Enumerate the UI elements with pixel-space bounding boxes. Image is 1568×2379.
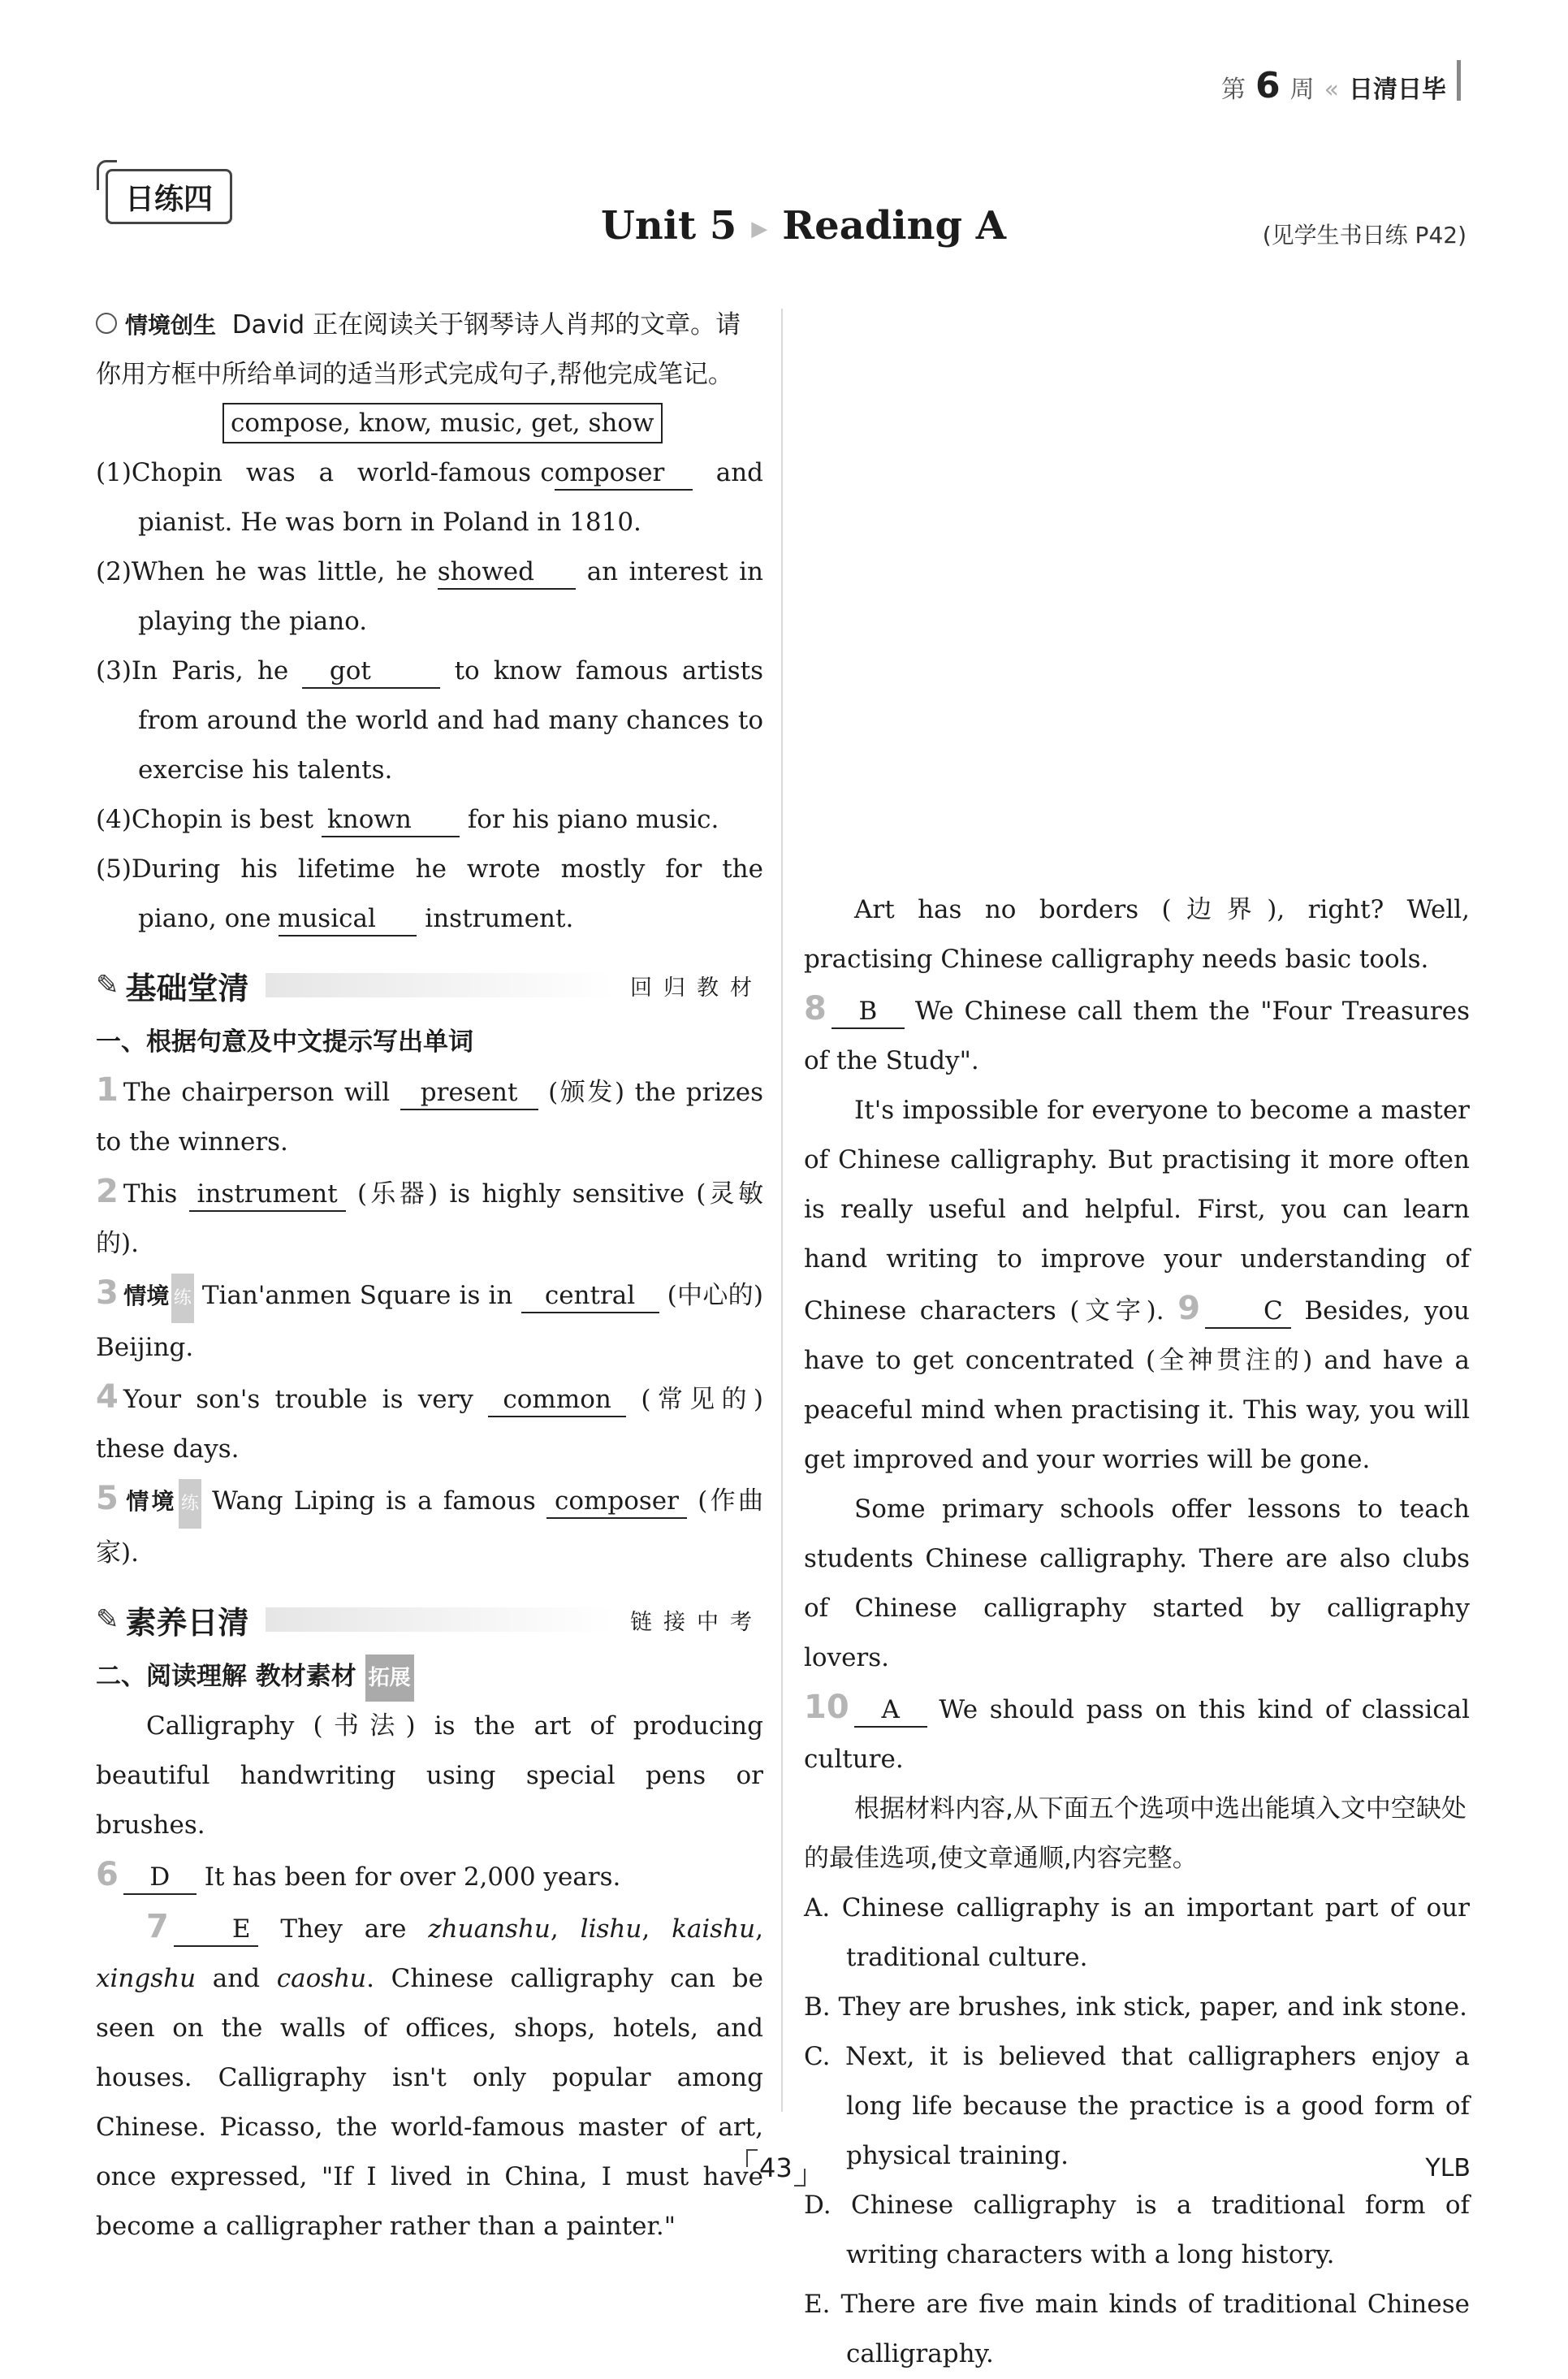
item-text: Your son's trouble is very xyxy=(123,1385,473,1414)
question-number: 9 xyxy=(1177,1290,1201,1327)
passage-blank-6 xyxy=(96,1850,763,1902)
script-name: caoshu xyxy=(276,1964,367,1993)
answer-blank[interactable]: C xyxy=(1205,1295,1291,1329)
scenario-tag: 情境 xyxy=(123,1282,170,1309)
passage-paragraph-1: Calligraphy (书法) is the art of producing beautiful handwriting using special pens or brushes. xyxy=(96,1711,763,1840)
item-text: and pianist. He was born in Poland in 1810. xyxy=(138,458,764,537)
note-item xyxy=(96,547,763,647)
question-number: 4 xyxy=(96,1378,119,1416)
section-head-basic xyxy=(96,958,763,1012)
item-number: (2) xyxy=(96,557,132,586)
series-name: 日清日毕 xyxy=(1349,76,1446,104)
option-item xyxy=(804,1983,1470,2032)
question-number: 10 xyxy=(804,1689,849,1726)
item-text: The chairperson will xyxy=(123,1078,391,1107)
scenario-items xyxy=(96,448,763,944)
option-text: There are five main kinds of traditional Chinese calligraphy. xyxy=(840,2290,1470,2368)
script-name: lishu xyxy=(580,1914,642,1944)
option-text: Chinese calligraphy is a traditional form of writing characters with a long history. xyxy=(846,2191,1470,2269)
option-key: E. xyxy=(804,2290,831,2319)
note-item xyxy=(96,647,763,795)
vocab-item xyxy=(96,1167,763,1269)
right-column-flow xyxy=(804,885,1470,2379)
passage-paragraph-4 xyxy=(804,1086,1470,1485)
passage-paragraph-3: Art has no borders (边界), right? Well, practising Chinese calligraphy needs basic tools. xyxy=(804,895,1470,974)
script-name: xingshu xyxy=(96,1964,197,1993)
option-text: They are brushes, ink stick, paper, and ink stone. xyxy=(838,1992,1467,2022)
option-key: C. xyxy=(804,2042,831,2071)
title-lesson: Reading A xyxy=(782,203,1007,249)
script-name: kaishu xyxy=(672,1914,756,1944)
answer-blank[interactable]: showed xyxy=(438,556,576,590)
answer-blank[interactable]: B xyxy=(832,995,905,1029)
passage-blank-7: 7 E They are zhuanshu, lishu, kaishu, xingshu and caoshu. Chinese calligraphy can be seen on the walls of offices, shops, hotels, and houses. Calligraphy isn't only popular among Chinese. Picasso, the world-famous master of art, once expressed, "If I lived in China, I must have become a calligrapher rather than a painter." xyxy=(96,1908,763,2241)
script-name: zhuanshu xyxy=(428,1914,551,1944)
passage-sentence: We Chinese call them the "Four Treasures of the Study". xyxy=(804,997,1470,1075)
week-prefix: 第 xyxy=(1221,76,1246,104)
header-bar xyxy=(1457,60,1461,101)
title-unit: Unit 5 xyxy=(601,203,737,249)
answer-blank[interactable]: known xyxy=(322,803,460,837)
pen-icon: ✎ xyxy=(96,969,119,1001)
answer-blank[interactable]: composer xyxy=(546,1485,687,1519)
answer-blank[interactable]: central xyxy=(521,1279,659,1313)
section2-subtitle xyxy=(96,1653,763,1702)
scenario-tag: 情境 xyxy=(123,1488,177,1515)
reference-note: (见学生书日练 P42) xyxy=(1262,222,1466,249)
answer-blank[interactable]: instrument xyxy=(189,1178,346,1212)
section-fade xyxy=(266,1607,614,1632)
option-text: Chinese calligraphy is an important part of our traditional culture. xyxy=(841,1893,1471,1972)
passage-sentence: We should pass on this kind of classical culture. xyxy=(804,1695,1470,1774)
passage-sentence: They are xyxy=(280,1914,407,1944)
item-text: to know famous artists from around the world and had many chances to exercise his talents. xyxy=(138,656,763,785)
note-item xyxy=(96,845,763,944)
vocab-item xyxy=(96,1373,763,1474)
textbook-material-tag: 教材素材 xyxy=(255,1662,356,1691)
vocab-items xyxy=(96,1066,763,1578)
item-text: instrument. xyxy=(425,904,574,933)
note-item xyxy=(96,448,763,547)
item-text: (乐器) is highly sensitive (灵敏的). xyxy=(96,1179,764,1258)
option-list xyxy=(804,1884,1470,2379)
item-text: In Paris, he xyxy=(131,656,289,686)
question-number: 5 xyxy=(96,1480,119,1517)
page-number: 43 xyxy=(759,2152,793,2183)
option-item xyxy=(804,1884,1470,1983)
section-title-literacy: 素养日清 xyxy=(125,1604,249,1641)
passage-blank-8 xyxy=(804,984,1470,1086)
week-tag xyxy=(1221,65,1446,106)
passage-sentence: Chinese calligraphy can be seen on the walls of offices, shops, hotels, and houses. Calligraphy isn't only popular among Chinese. Picasso, the world-famous master of art, once expressed, "If I lived in China, I must have become a calligrapher rather than a painter." xyxy=(96,1964,763,2241)
item-number: (3) xyxy=(96,656,132,686)
word-box: compose, know, music, get, show xyxy=(222,403,663,443)
answer-blank[interactable]: got xyxy=(302,655,440,689)
option-text: Next, it is believed that calligraphers enjoy a long life because the practice is a good form of physical training. xyxy=(845,2042,1470,2170)
practice-mark: 练 xyxy=(171,1274,194,1323)
pen-icon: ✎ xyxy=(96,1603,119,1636)
scenario-intro xyxy=(96,301,763,400)
item-number: (5) xyxy=(96,854,132,884)
section-title-basic: 基础堂清 xyxy=(125,970,249,1006)
scenario-label: 情境创生 xyxy=(125,312,217,339)
section-fade xyxy=(266,973,614,997)
answer-blank[interactable]: D xyxy=(123,1861,197,1895)
item-text: Tian'anmen Square is in xyxy=(201,1281,513,1310)
item-text: an interest in playing the piano. xyxy=(138,557,763,636)
scenario-text: David 正在阅读关于钢琴诗人肖邦的文章。请你用方框中所给单词的适当形式完成句子,帮他完成笔记。 xyxy=(96,310,741,389)
item-text: During his lifetime he wrote mostly for the piano, one xyxy=(131,854,763,933)
page-title xyxy=(601,203,1006,249)
item-number: (4) xyxy=(96,805,132,834)
vocab-item xyxy=(96,1066,763,1167)
answer-blank[interactable]: musical xyxy=(279,902,417,936)
item-text: When he was little, he xyxy=(131,557,427,586)
daily-practice-badge: 日练四 xyxy=(106,169,232,224)
week-number: 6 xyxy=(1255,65,1281,106)
option-item xyxy=(804,2280,1470,2379)
answer-blank[interactable]: A xyxy=(854,1693,927,1728)
item-text: for his piano music. xyxy=(467,805,719,834)
passage-sentence: Besides, you have to get concentrated (全神贯注的) and have a peaceful mind when practising it. This way, you will get improved and your worries will be gone. xyxy=(804,1296,1470,1474)
item-text: This xyxy=(123,1179,178,1209)
reading-subtitle: 二、阅读理解 xyxy=(96,1662,247,1691)
section-side-basic: 回归教材 xyxy=(630,975,763,1001)
option-item xyxy=(804,2181,1470,2280)
chevron-icon: « xyxy=(1324,76,1339,104)
question-number: 2 xyxy=(96,1173,119,1210)
item-text: Wang Liping is a famous xyxy=(212,1486,536,1516)
item-text: (作曲家). xyxy=(96,1486,763,1568)
week-suffix: 周 xyxy=(1289,76,1315,104)
left-column xyxy=(96,301,763,2251)
passage-word: and xyxy=(212,1964,261,1993)
item-text: (常见的) these days. xyxy=(96,1385,763,1464)
question-number: 3 xyxy=(96,1274,119,1312)
passage-sentence: It has been for over 2,000 years. xyxy=(204,1862,621,1892)
option-item xyxy=(804,2032,1470,2181)
item-number: (1) xyxy=(96,458,132,487)
column-divider xyxy=(781,309,783,2112)
item-text: Chopin was a world-famous xyxy=(131,458,532,487)
item-text: (颁发) the prizes to the winners. xyxy=(96,1078,763,1157)
vocab-item xyxy=(96,1269,763,1373)
question-number: 8 xyxy=(804,990,827,1027)
section1-subtitle: 一、根据句意及中文提示写出单词 xyxy=(96,1027,473,1057)
question-number: 7 xyxy=(146,1908,169,1945)
answer-blank[interactable]: present xyxy=(400,1076,538,1110)
option-key: A. xyxy=(804,1893,831,1923)
reading-instruction: 根据材料内容,从下面五个选项中选出能填入文中空缺处的最佳选项,使文章通顺,内容完整。 xyxy=(804,1794,1466,1873)
passage-sentence: It's impossible for everyone to become a master of Chinese calligraphy. But practising it more often is really useful and helpful. First, you can learn hand writing to improve your understanding of Chinese characters (文字). xyxy=(804,1096,1470,1326)
option-key: D. xyxy=(804,2191,832,2220)
passage-blank-10 xyxy=(804,1683,1470,1784)
answer-blank[interactable]: E xyxy=(174,1913,259,1947)
practice-mark: 练 xyxy=(179,1479,201,1529)
extension-tag: 拓展 xyxy=(365,1654,414,1702)
vocab-item xyxy=(96,1474,763,1578)
book-code: YLB xyxy=(1425,2154,1471,2182)
question-number: 6 xyxy=(96,1856,119,1893)
answer-blank[interactable]: common xyxy=(488,1383,626,1417)
option-key: B. xyxy=(804,1992,831,2022)
play-arrow-icon: ▶ xyxy=(751,216,768,241)
answer-blank[interactable]: composer xyxy=(555,456,693,491)
section-side-literacy: 链接中考 xyxy=(630,1609,763,1635)
section-head-literacy xyxy=(96,1593,763,1646)
item-text: (中心的) Beijing. xyxy=(96,1281,763,1362)
note-item xyxy=(96,795,763,845)
passage-paragraph-5: Some primary schools offer lessons to teach students Chinese calligraphy. There are also clubs of Chinese calligraphy started by calligraphy lovers. xyxy=(804,1494,1470,1672)
question-number: 1 xyxy=(96,1071,119,1109)
item-text: Chopin is best xyxy=(131,805,314,834)
lightbulb-icon xyxy=(96,313,117,334)
